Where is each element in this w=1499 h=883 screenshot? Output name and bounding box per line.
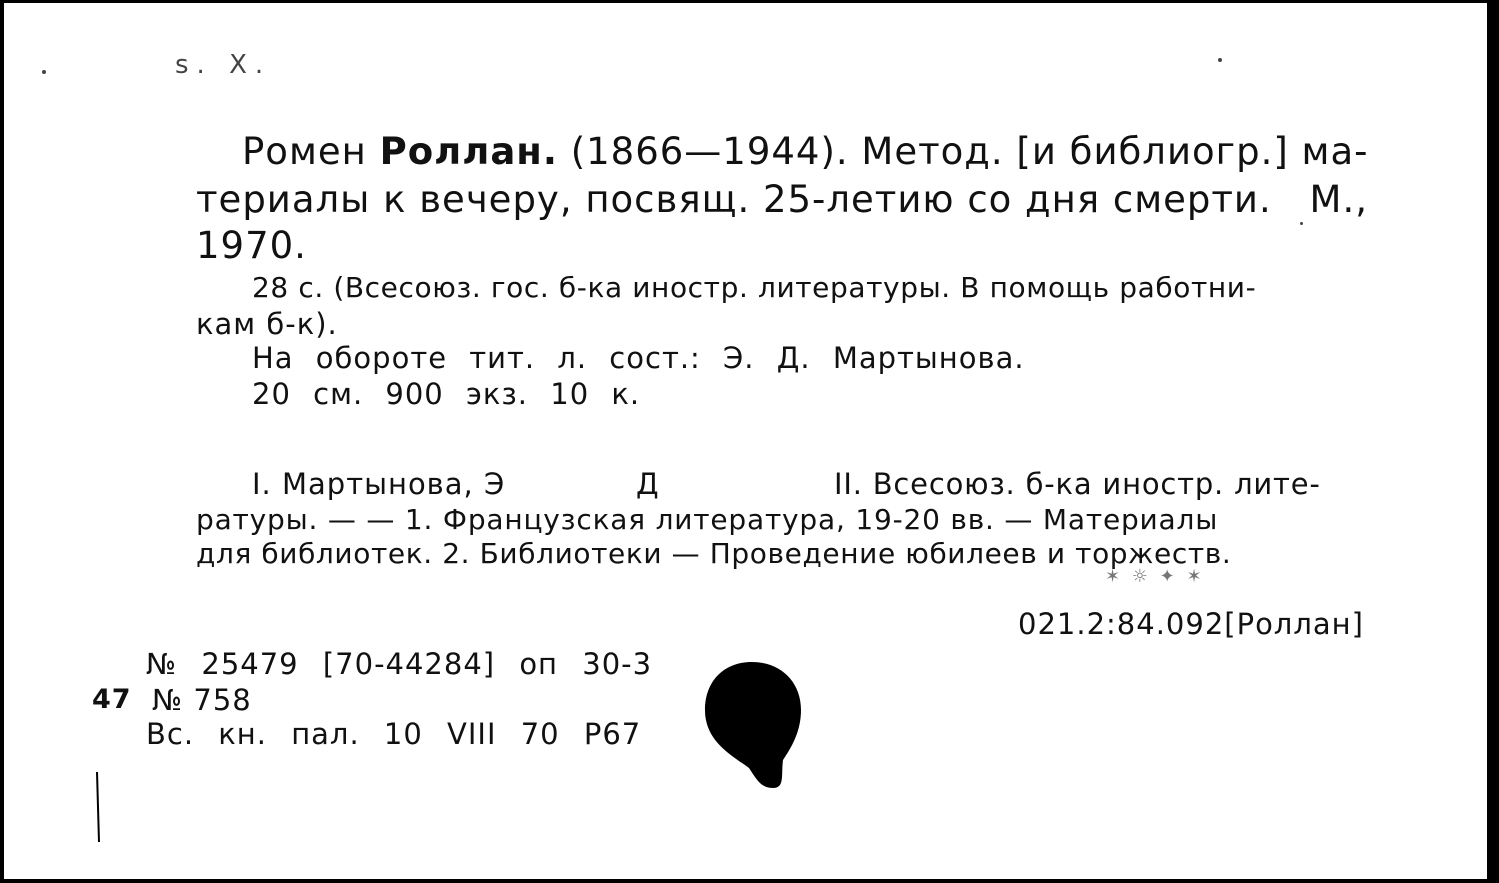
card-border-top — [0, 0, 1499, 3]
footer-line-2: № 758 — [152, 683, 252, 717]
tracing-line-2: ратуры. — — 1. Французская литература, 19-20 вв. — Материалы — [196, 503, 1219, 536]
note-line: На обороте тит. л. сост.: Э. Д. Мартынова. — [252, 341, 1025, 375]
card-border-bottom — [0, 879, 1499, 883]
header-mark: s. X. — [175, 50, 272, 80]
collation-line-1: 28 с. (Всесоюз. гос. б-ка иностр. литературы. В помощь работни- — [252, 271, 1257, 304]
margin-number: 47 — [92, 684, 132, 715]
heading-year: 1970. — [196, 224, 307, 267]
heading-line-2 — [196, 178, 1368, 222]
footer-line-1: № 25479 [70-44284] оп 30-3 — [146, 647, 653, 681]
tracing-line-3: для библиотек. 2. Библиотеки — Проведение юбилеев и торжеств. — [196, 537, 1232, 570]
card-border-right — [1487, 0, 1499, 883]
ink-blot — [703, 660, 801, 790]
margin-stroke — [96, 772, 100, 842]
tracing-corporate: II. Всесоюз. б-ка иностр. лите- — [834, 467, 1321, 501]
collation-line-2: кам б-к). — [196, 307, 338, 341]
author-last-name: Роллан. — [379, 130, 558, 173]
speck — [1300, 222, 1303, 225]
heading-line-1 — [242, 130, 1368, 174]
heading-place: М., — [1309, 178, 1368, 221]
footer-line-3: Вс. кн. пал. 10 VIII 70 Р67 — [146, 717, 642, 751]
size-line: 20 см. 900 экз. 10 к. — [252, 377, 641, 411]
heading-subtitle: териалы к вечеру, посвящ. 25-летию со дня смерти. — [196, 178, 1272, 221]
tracing-initial: Д — [636, 467, 660, 501]
classification-code: 021.2:84.092[Роллан] — [1018, 607, 1364, 641]
tracing-name: I. Мартынова, Э — [252, 467, 506, 501]
speck — [1218, 58, 1222, 62]
author-first-name: Ромен — [242, 130, 367, 173]
card-border-left — [0, 0, 4, 883]
faint-stamp: ✶ ☼ ✦ ✶ — [1105, 566, 1205, 587]
speck — [42, 70, 46, 74]
heading-title: (1866—1944). Метод. [и библиогр.] ма- — [570, 130, 1369, 173]
